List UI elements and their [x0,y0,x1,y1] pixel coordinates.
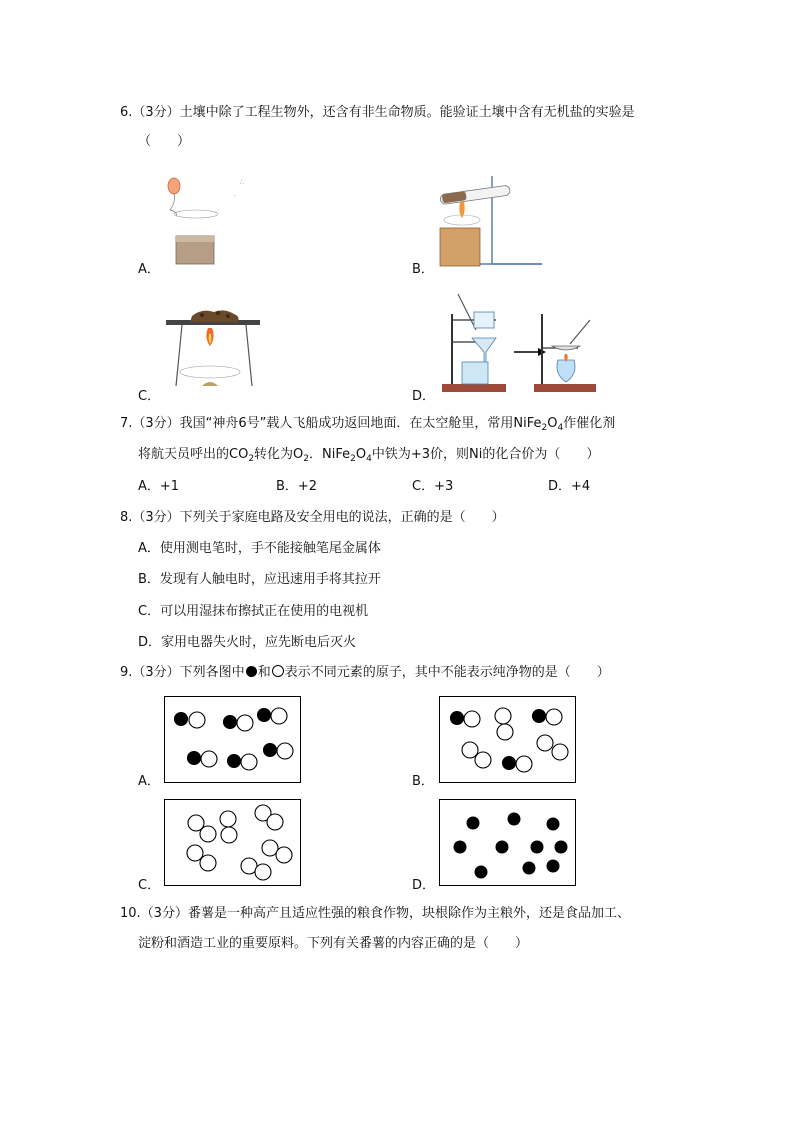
white-atom-icon [272,665,284,677]
q9-option-c-label: C． [138,878,161,893]
q7-stem-line2: 将航天员呼出的$CO_2$转化为$O_2$．$NiFe_2O_4$中铁为+3价，则Ni的化合价为（ ） [138,447,600,464]
q6-option-c-figure [162,306,266,396]
black-atom-icon [246,666,257,677]
q6-option-a-label: A． [138,262,160,277]
q6-option-b-label: B． [412,262,434,277]
q6-option-b-figure [434,172,544,272]
q6-stem-line2: （ ） [138,134,191,149]
q7-option-d: D．+4 [548,479,591,494]
q6-option-a-figure [158,172,258,272]
q9-box-b [439,696,576,783]
svg-text:∴: ∴ [240,179,244,186]
q9-box-c [164,799,301,886]
q7-option-c: C．+3 [412,479,454,494]
q10-stem-line2: 淀粉和酒造工业的重要原料。下列有关番薯的内容正确的是（ ） [138,936,529,951]
q8-option-a: A．使用测电笔时，手不能接触笔尾金属体 [138,541,381,556]
q8-option-d: D．家用电器失火时，应先断电后灭火 [138,635,357,650]
q6-option-d-figure [438,290,604,396]
q7-option-a: A．+1 [138,479,180,494]
q9-option-d-label: D． [412,878,436,893]
q6-stem-line1: 6.（3分）土壤中除了工程生物外，还含有非生命物质。能验证土壤中含有无机盐的实验是 [120,105,635,120]
q9-box-d [439,799,576,886]
q9-stem: 9.（3分）下列各图中 和 表示不同元素的原子，其中不能表示纯净物的是（ ） [120,665,610,680]
q8-option-b: B．发现有人触电时，应迅速用手将其拉开 [138,572,381,587]
q8-option-c: C．可以用湿抹布擦拭正在使用的电视机 [138,604,369,619]
q6-option-d-label: D． [412,389,436,404]
q9-option-b-label: B． [412,774,434,789]
q9-box-a [164,696,301,783]
q7-stem-line1: 7.（3分）我国“神舟6号”载人飞船成功返回地面．在太空舱里，常用$NiFe_2O_4$作催化剂 [120,416,616,433]
q10-stem-line1: 10.（3分）番薯是一种高产且适应性强的粮食作物，块根除作为主粮外，还是食品加工、 [120,906,630,921]
q6-option-c-label: C． [138,389,161,404]
q8-stem: 8.（3分）下列关于家庭电路及安全用电的说法，正确的是（ ） [120,510,505,525]
q9-option-a-label: A． [138,774,160,789]
svg-text:·: · [234,193,236,200]
q7-option-b: B．+2 [276,479,318,494]
